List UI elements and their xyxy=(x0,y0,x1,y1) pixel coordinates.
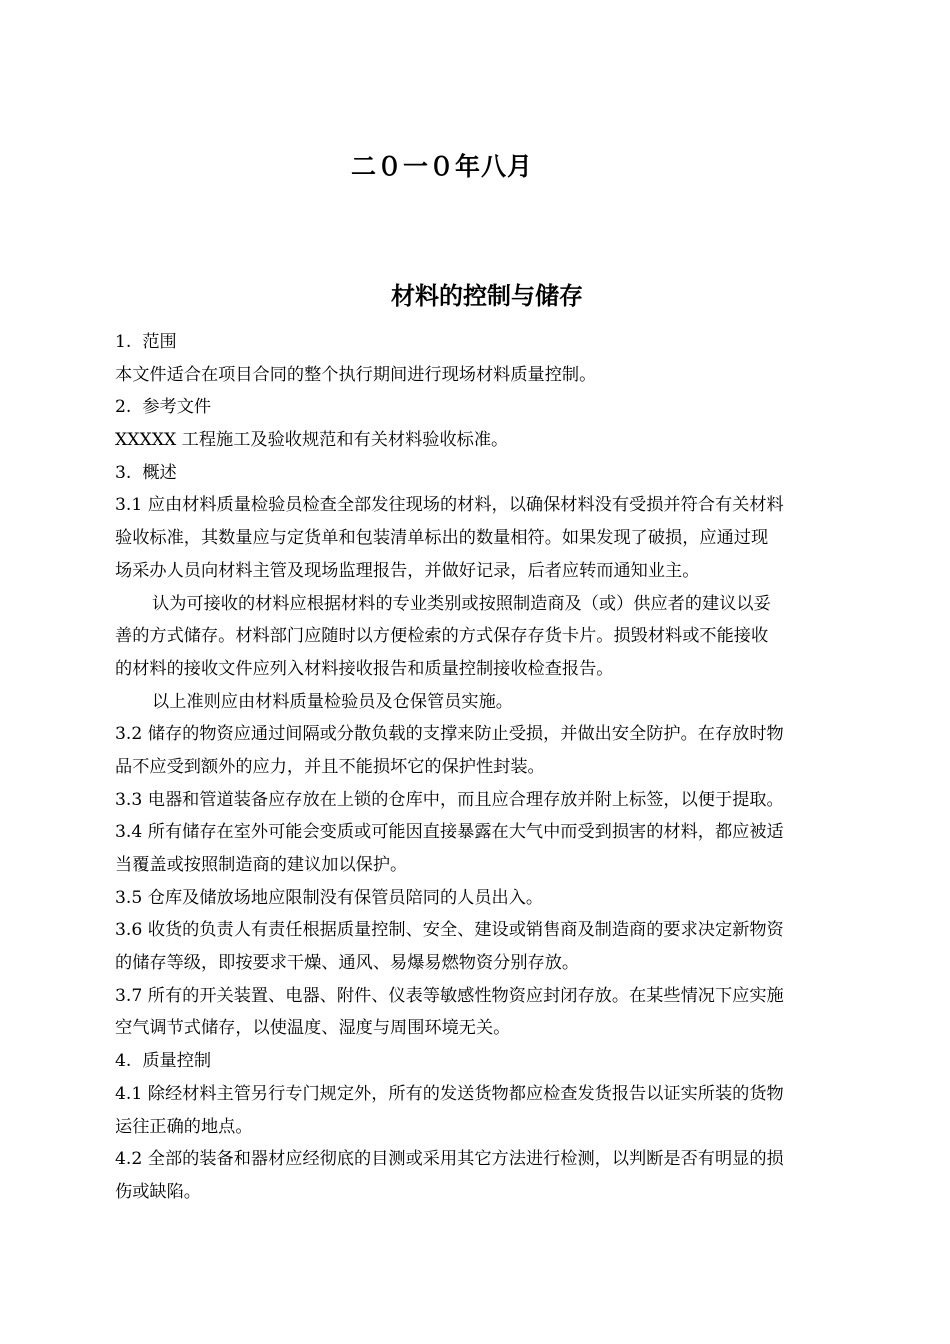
paragraph-line: 空气调节式储存，以使温度、湿度与周围环境无关。 xyxy=(115,1018,511,1039)
paragraph-line: 3.3 电器和管道装备应存放在上锁的仓库中，而且应合理存放并附上标签，以便于提取。 xyxy=(115,789,784,810)
paragraph-line: 场采办人员向材料主管及现场监理报告，并做好记录，后者应转而通知业主。 xyxy=(115,560,700,581)
document-title: 材料的控制与储存 xyxy=(391,282,583,310)
paragraph-line: 当覆盖或按照制造商的建议加以保护。 xyxy=(115,855,408,875)
date-heading: 二０一０年八月 xyxy=(350,152,533,181)
paragraph-line: 3.4 所有储存在室外可能会变质或可能因直接暴露在大气中而受到损害的材料，都应被适 xyxy=(115,822,784,843)
paragraph-line: 以上准则应由材料质量检验员及仓保管员实施。 xyxy=(152,691,513,712)
paragraph-line: 伤或缺陷。 xyxy=(115,1181,201,1202)
section-heading-scope: 1. 范围 xyxy=(115,332,177,352)
paragraph-line: XXXXX 工程施工及验收规范和有关材料验收标准。 xyxy=(115,430,509,451)
paragraph-line: 3.7 所有的开关装置、电器、附件、仪表等敏感性物资应封闭存放。在某些情况下应实施 xyxy=(115,985,784,1006)
section-heading-references: 2. 参考文件 xyxy=(115,397,212,418)
paragraph-line: 3.2 储存的物资应通过间隔或分散负载的支撑来防止受损，并做出安全防护。在存放时物 xyxy=(115,724,784,745)
paragraph-line: 4.1 除经材料主管另行专门规定外，所有的发送货物都应检查发货报告以证实所装的货物 xyxy=(115,1083,784,1104)
paragraph-line: 验收标准，其数量应与定货单和包装清单标出的数量相符。如果发现了破损，应通过现 xyxy=(115,528,769,549)
paragraph-line: 本文件适合在项目合同的整个执行期间进行现场材料质量控制。 xyxy=(115,364,597,385)
section-heading-overview: 3. 概述 xyxy=(115,462,177,483)
paragraph-line: 运往正确的地点。 xyxy=(115,1116,253,1137)
paragraph-line: 3.1 应由材料质量检验员检查全部发往现场的材料，以确保材料没有受损并符合有关材料 xyxy=(115,495,784,516)
paragraph-line: 的储存等级，即按要求干燥、通风、易爆易燃物资分别存放。 xyxy=(115,953,580,974)
paragraph-line: 的材料的接收文件应列入材料接收报告和质量控制接收检查报告。 xyxy=(115,658,614,679)
section-heading-quality-control: 4. 质量控制 xyxy=(115,1051,212,1072)
paragraph-line: 品不应受到额外的应力，并且不能损坏它的保护性封装。 xyxy=(115,756,545,777)
document-body xyxy=(115,326,860,1209)
paragraph-line: 认为可接收的材料应根据材料的专业类别或按照制造商及（或）供应者的建议以妥 xyxy=(152,593,771,614)
paragraph-line: 4.2 全部的装备和器材应经彻底的目测或采用其它方法进行检测，以判断是否有明显的损 xyxy=(115,1149,784,1170)
paragraph-line: 善的方式储存。材料部门应随时以方便检索的方式保存存货卡片。损毁材料或不能接收 xyxy=(115,626,769,647)
paragraph-line: 3.5 仓库及储放场地应限制没有保管员陪同的人员出入。 xyxy=(115,887,544,908)
paragraph-line: 3.6 收货的负责人有责任根据质量控制、安全、建设或销售商及制造商的要求决定新物资 xyxy=(115,920,784,941)
